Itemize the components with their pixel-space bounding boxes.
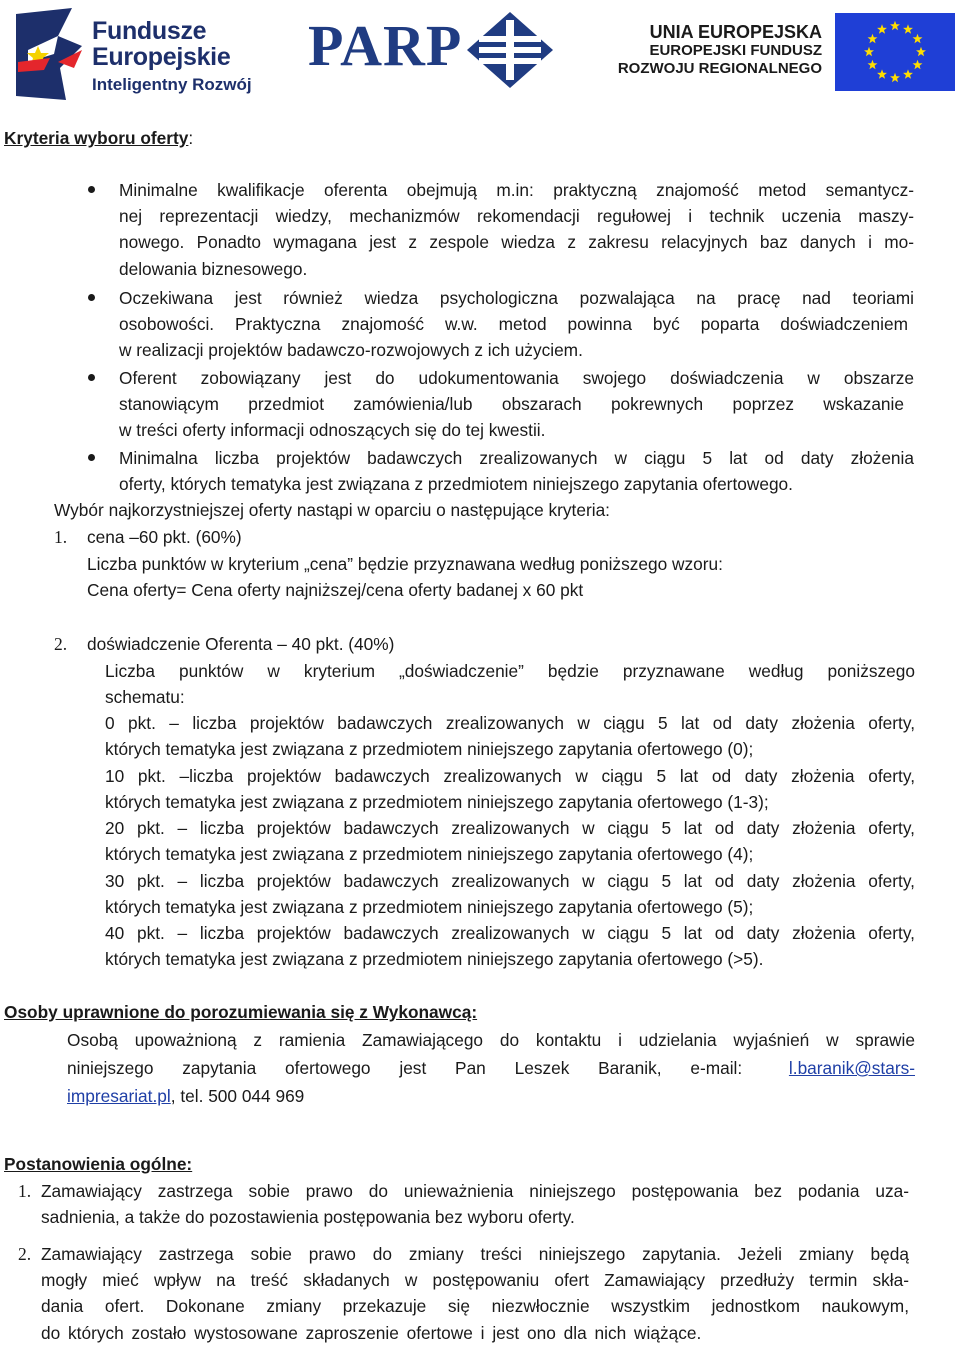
bullet-marker bbox=[88, 294, 95, 301]
email-link-part-1[interactable]: l.baranik@stars- bbox=[788, 1058, 915, 1078]
bullet-4-line-2: oferty, których tematyka jest związana z przedmiotem niniejszego zapytania ofertowego. bbox=[119, 474, 793, 494]
score-10-line-1: 10 pkt. –liczba projektów badawczych zrealizowanych w ciągu 5 lat od daty złożenia oferty, bbox=[105, 766, 915, 786]
bullet-1-line-3: nowego. Ponadto wymagana jest z zespole wiedza z zakresu relacyjnych baz danych i mo- bbox=[119, 232, 914, 252]
bullet-3-line-2: stanowiącym przedmiot zamówienia/lub obszarach pokrewnych poprzez wskazanie bbox=[119, 394, 904, 414]
bullet-2-line-2: osobowości. Praktyczna znajomość w.w. metod powinna być poparta doświadczeniem bbox=[119, 314, 908, 334]
postanowienie-2-line-3: dania ofert. Dokonane zmiany przekazuje się niezwłocznie wszystkim jednostkom naukowym, bbox=[41, 1296, 909, 1316]
unia-europejska-text bbox=[612, 22, 822, 78]
bullet-2-line-1: Oczekiwana jest również wiedza psychologiczna pozwalająca na pracę nad teoriami bbox=[119, 288, 914, 308]
bullet-marker bbox=[88, 454, 95, 461]
criterion-2-intro-line-1: Liczba punktów w kryterium „doświadczenie” będzie przyznawane według poniższego bbox=[105, 661, 915, 681]
score-30-line-1: 30 pkt. – liczba projektów badawczych zrealizowanych w ciągu 5 lat od daty złożenia oferty, bbox=[105, 871, 915, 891]
fundusze-europejskie-wordmark bbox=[92, 18, 252, 98]
kryteria-title-colon: : bbox=[188, 128, 194, 148]
parp-logo-icon bbox=[465, 10, 555, 90]
criterion-1-line-1: Liczba punktów w kryterium „cena” będzie przyznawana według poniższego wzoru: bbox=[87, 554, 723, 574]
email-link-part-2[interactable]: impresariat.pl bbox=[67, 1086, 171, 1106]
score-40-line-2: których tematyka jest związana z przedmiotem niniejszego zapytania ofertowego (>5). bbox=[105, 949, 764, 969]
criterion-1-title: cena –60 pkt. (60%) bbox=[87, 527, 242, 547]
postanowienie-1-line-2: sadnienia, a także do pozostawienia postępowania bez wyboru oferty. bbox=[41, 1207, 575, 1227]
ue-line-3: ROZWOJU REGIONALNEGO bbox=[617, 60, 822, 77]
osoby-line-2-text: niniejszego zapytania ofertowego jest Pan Leszek Baranik, e-mail: bbox=[67, 1058, 743, 1078]
score-10-line-2: których tematyka jest związana z przedmiotem niniejszego zapytania ofertowego (1-3); bbox=[105, 792, 769, 812]
bullet-4-line-1: Minimalna liczba projektów badawczych zrealizowanych w ciągu 5 lat od daty złożenia bbox=[119, 448, 914, 468]
postanowienie-1-line-1: Zamawiający zastrzega sobie prawo do unieważnienia niniejszego postępowania bez podania uza- bbox=[41, 1181, 909, 1201]
parp-wordmark: PARP bbox=[308, 13, 463, 78]
criterion-2-title: doświadczenie Oferenta – 40 pkt. (40%) bbox=[87, 634, 395, 654]
fe-line-2: Europejskie bbox=[92, 43, 231, 71]
score-30-line-2: których tematyka jest związana z przedmiotem niniejszego zapytania ofertowego (5); bbox=[105, 897, 754, 917]
eu-flag-icon bbox=[835, 13, 955, 91]
criterion-2-number: 2. bbox=[54, 634, 68, 654]
criterion-1-formula: Cena oferty= Cena oferty najniższej/cena oferty badanej x 60 pkt bbox=[87, 580, 584, 600]
score-0-line-2: których tematyka jest związana z przedmiotem niniejszego zapytania ofertowego (0); bbox=[105, 739, 754, 759]
bullet-marker bbox=[88, 186, 95, 193]
ue-line-2: EUROPEJSKI FUNDUSZ bbox=[649, 42, 822, 59]
postanowienie-1-number: 1. bbox=[18, 1181, 32, 1201]
bullet-3-line-1: Oferent zobowiązany jest do udokumentowania swojego doświadczenia w obszarze bbox=[119, 368, 914, 388]
bullet-3-line-3: w treści oferty informacji odnoszących się do tej kwestii. bbox=[119, 420, 546, 440]
ue-line-1: UNIA EUROPEJSKA bbox=[649, 22, 822, 42]
bullet-1-line-2: nej reprezentacji wiedzy, mechanizmów rekomendacji regułowej i technik uczenia maszy- bbox=[119, 206, 914, 226]
bullet-2-line-3: w realizacji projektów badawczo-rozwojowych z ich użyciem. bbox=[119, 340, 583, 360]
score-40-line-1: 40 pkt. – liczba projektów badawczych zrealizowanych w ciągu 5 lat od daty złożenia oferty, bbox=[105, 923, 915, 943]
score-0-line-1: 0 pkt. – liczba projektów badawczych zrealizowanych w ciągu 5 lat od daty złożenia oferty, bbox=[105, 713, 915, 733]
wybor-intro: Wybór najkorzystniejszej oferty nastąpi w oparciu o następujące kryteria: bbox=[54, 500, 610, 520]
postanowienie-2-line-4: do których zostało wystosowane zaproszenie ofertowe i jest ono dla nich wiążące. bbox=[41, 1323, 702, 1343]
osoby-line-2 bbox=[67, 1055, 915, 1081]
kryteria-heading bbox=[4, 125, 193, 151]
fe-line-1: Fundusze bbox=[92, 17, 207, 45]
score-20-line-2: których tematyka jest związana z przedmiotem niniejszego zapytania ofertowego (4); bbox=[105, 844, 754, 864]
postanowienia-heading: Postanowienia ogólne: bbox=[4, 1154, 193, 1174]
bullet-1-line-1: Minimalne kwalifikacje oferenta obejmują m.in: praktyczną znajomość metod semantycz- bbox=[119, 180, 914, 200]
criterion-1-number: 1. bbox=[54, 527, 68, 547]
osoby-line-3 bbox=[67, 1083, 304, 1109]
fundusze-europejskie-logo-icon bbox=[14, 6, 86, 102]
postanowienie-2-line-1: Zamawiający zastrzega sobie prawo do zmiany treści niniejszego zapytania. Jeżeli zmiany będą bbox=[41, 1244, 909, 1264]
phone-text: , tel. 500 044 969 bbox=[170, 1086, 305, 1106]
bullet-marker bbox=[88, 374, 95, 381]
osoby-line-1: Osobą upoważnioną z ramienia Zamawiającego do kontaktu i udzielania wyjaśnień w sprawie bbox=[67, 1030, 915, 1050]
postanowienie-2-line-2: mogły mieć wpływ na treść składanych w postępowaniu ofert Zamawiający przedłuży termin skła- bbox=[41, 1270, 909, 1290]
score-20-line-1: 20 pkt. – liczba projektów badawczych zrealizowanych w ciągu 5 lat od daty złożenia oferty, bbox=[105, 818, 915, 838]
header-logos bbox=[0, 0, 960, 105]
fe-line-3: Inteligentny Rozwój bbox=[92, 75, 252, 94]
postanowienie-2-number: 2. bbox=[18, 1244, 32, 1264]
bullet-1-line-4: delowania biznesowego. bbox=[119, 259, 308, 279]
osoby-heading: Osoby uprawnione do porozumiewania się z Wykonawcą: bbox=[4, 1002, 478, 1022]
kryteria-title: Kryteria wyboru oferty bbox=[4, 128, 189, 148]
criterion-2-intro-line-2: schematu: bbox=[105, 687, 185, 707]
